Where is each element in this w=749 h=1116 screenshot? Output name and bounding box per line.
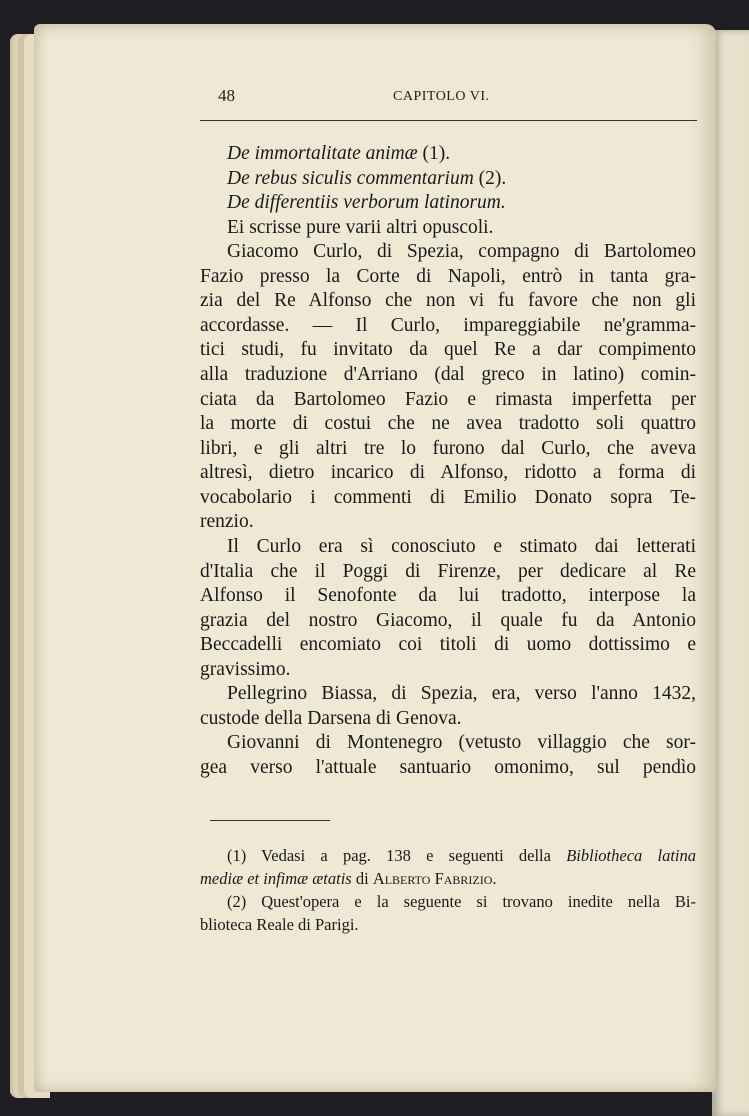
page-number: 48: [218, 86, 235, 105]
text-line: [200, 412, 696, 436]
text-segment: Il Curlo era sì conosciuto e stimato dai letterati: [227, 535, 696, 557]
running-title: CAPITOLO VI.: [393, 89, 490, 104]
text-segment: vocabolario i commenti di Emilio Donato sopra Te-: [200, 486, 696, 508]
text-segment: De rebus siculis commentarium: [227, 167, 474, 189]
text-segment: custode della Darsena di Genova.: [200, 707, 462, 729]
text-line: [200, 658, 696, 682]
text-segment: libri, e gli altri tre lo furono dal Curlo, che aveva: [200, 437, 696, 459]
footnote-line: [200, 845, 696, 867]
text-segment: grazia del nostro Giacomo, il quale fu da Antonio: [200, 609, 696, 631]
text-line: [200, 510, 696, 534]
text-segment: la morte di costui che ne avea tradotto soli quattro: [200, 413, 696, 435]
text-segment: (1) Vedasi a pag. 138 e seguenti della: [227, 846, 567, 865]
text-line: [200, 633, 696, 657]
text-segment: tici studi, fu invitato da quel Re a dar compimento: [200, 339, 696, 361]
footnote-line: [200, 891, 696, 913]
text-line: [200, 535, 696, 559]
text-segment: di: [351, 869, 373, 888]
text-segment: Bibliotheca latina: [566, 846, 697, 865]
text-segment: Giovanni di Montenegro (vetusto villaggio che sor-: [227, 732, 696, 754]
footnote-separator: [210, 820, 330, 821]
text-segment: (2).: [473, 167, 507, 189]
text-line: [200, 584, 696, 608]
text-line: [200, 167, 696, 191]
text-segment: Fazio presso la Corte di Napoli, entrò in tanta gra-: [200, 265, 696, 287]
text-line: [200, 142, 696, 166]
text-line: [200, 240, 696, 264]
text-segment: renzio.: [200, 511, 254, 533]
text-line: [200, 216, 696, 240]
text-segment: Beccadelli encomiato coi titoli di uomo dottissimo e: [200, 634, 696, 656]
text-line: [200, 560, 696, 584]
text-segment: Ei scrisse pure varii altri opuscoli.: [227, 216, 494, 238]
text-segment: alla traduzione d'Arriano (dal greco in latino) comin-: [200, 364, 696, 386]
text-line: [200, 314, 696, 338]
text-line: [200, 707, 696, 731]
text-segment: Pellegrino Biassa, di Spezia, era, verso l'anno 1432,: [227, 683, 696, 705]
text-line: [200, 731, 696, 755]
text-segment: zia del Re Alfonso che non vi fu favore che non gli: [200, 290, 696, 312]
text-line: [200, 756, 696, 780]
text-segment: ciata da Bartolomeo Fazio e rimasta imperfetta per: [200, 388, 696, 410]
text-line: [200, 461, 696, 485]
text-segment: altresì, dietro incarico di Alfonso, ridotto a forma di: [200, 462, 696, 484]
text-segment: Alfonso il Senofonte da lui tradotto, interpose la: [200, 585, 696, 607]
text-segment: De differentiis verborum latinorum.: [227, 192, 506, 214]
facing-page-edge: [712, 30, 749, 1116]
text-line: [200, 682, 696, 706]
text-segment: Alberto Fabrizio: [372, 869, 493, 888]
text-line: [200, 289, 696, 313]
text-segment: (1).: [417, 143, 451, 164]
text-segment: gravissimo.: [200, 658, 291, 680]
text-line: [200, 363, 696, 387]
text-segment: blioteca Reale di Parigi.: [200, 915, 359, 934]
footnote-line: [200, 868, 696, 890]
text-segment: d'Italia che il Poggi di Firenze, per dedicare al Re: [200, 560, 696, 582]
text-line: [200, 437, 696, 461]
text-segment: accordasse. — Il Curlo, impareggiabile ne'gramma-: [200, 314, 696, 336]
text-segment: mediæ et infimæ ætatis: [200, 869, 352, 888]
footnote-line: [200, 914, 696, 936]
text-line: [200, 609, 696, 633]
text-segment: De immortalitate animæ: [227, 143, 418, 164]
text-segment: (2) Quest'opera e la seguente si trovano inedite nella Bi-: [227, 892, 696, 911]
text-line: [200, 338, 696, 362]
text-line: [200, 265, 696, 289]
text-segment: Giacomo Curlo, di Spezia, compagno di Bartolomeo: [227, 241, 696, 263]
text-segment: .: [492, 869, 497, 888]
text-line: [200, 388, 696, 412]
text-segment: gea verso l'attuale santuario omonimo, sul pendìo: [200, 757, 696, 778]
text-line: [200, 486, 696, 510]
header-rule: [200, 120, 697, 121]
text-line: [200, 191, 696, 215]
